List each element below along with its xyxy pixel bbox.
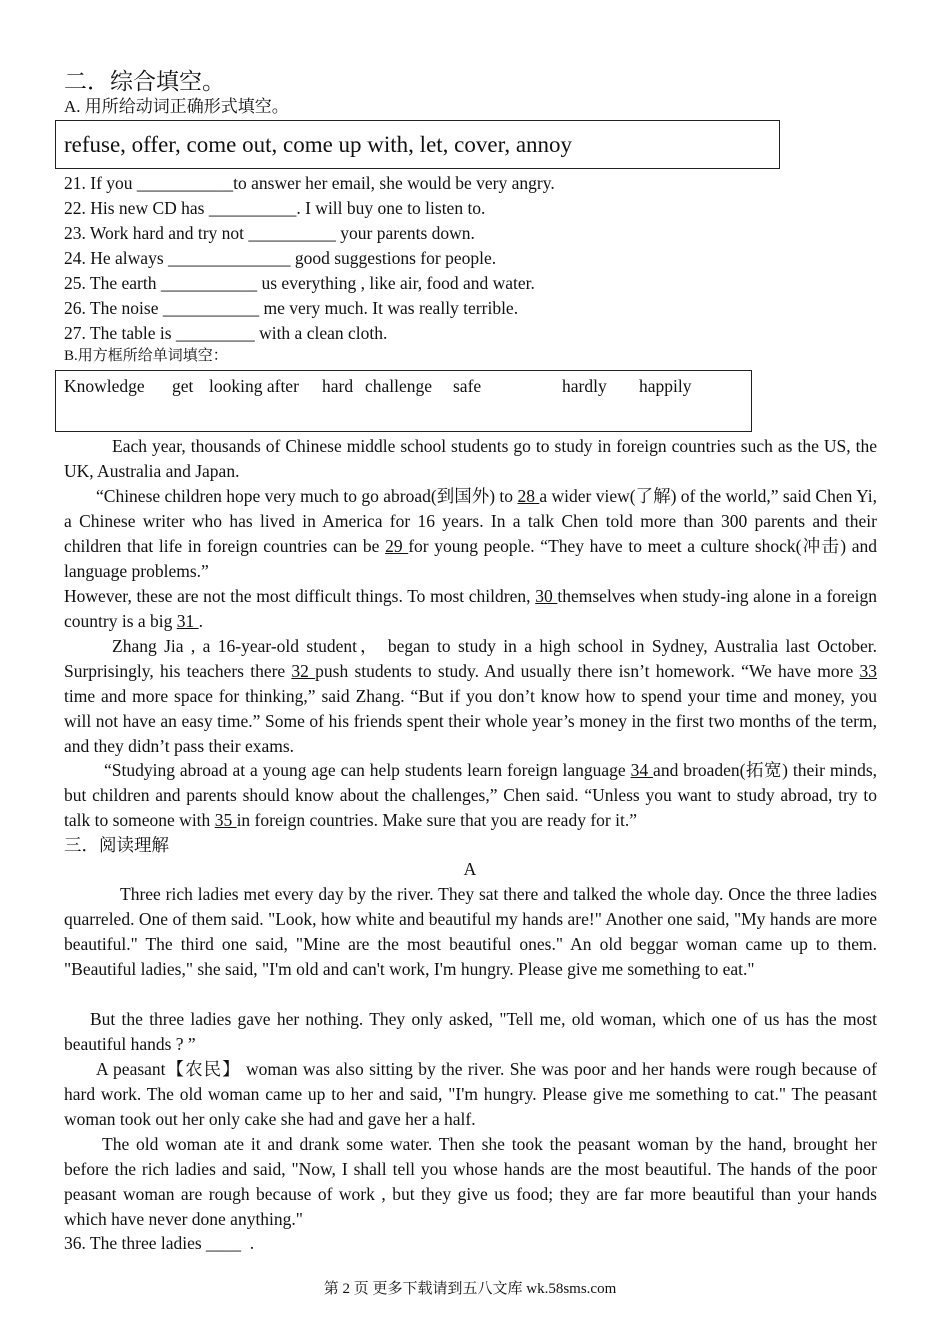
blank-33: 33 <box>859 661 877 681</box>
blank-32: 32 <box>291 661 316 681</box>
verb-box-words: refuse, offer, come out, come up with, let, cover, annoy <box>64 132 573 157</box>
passage-b-paragraph-1: Each year, thousands of Chinese middle school students go to study in foreign countries such as the US, the UK, Australia and Japan. <box>64 436 877 481</box>
blank-29: 29 <box>385 536 409 556</box>
blank-34: 34 <box>630 760 654 780</box>
question-21: 21. If you ___________to answer her email, she would be very angry. <box>64 173 555 193</box>
passage-b-paragraph-5: “Studying abroad at a young age can help students learn foreign language 34 and broaden(拓宽) their minds, but children and parents should know about the challenges,” Chen said. “Unless you want to study abroad, try to talk to someone with 35 in foreign countries. Make sure that you are ready for it.” <box>64 760 878 830</box>
blank-28: 28 <box>517 486 540 506</box>
word-knowledge: Knowledge <box>64 376 145 396</box>
word-get: get <box>172 376 194 396</box>
question-26: 26. The noise ___________ me very much. It was really terrible. <box>64 298 519 318</box>
reading-paragraph-1: Three rich ladies met every day by the river. They sat there and talked the whole day. Once the three ladies quarreled. One of them said. "Look, how white and beautiful my hands are!" Another one said, "My hands are more beautiful." The third one said, "Mine are the most beautiful ones." An old beggar woman came up to them. "Beautiful ladies," she said, "I'm old and can't work, I'm hungry. Please give me something to eat." <box>64 884 877 979</box>
question-24: 24. He always ______________ good suggestions for people. <box>64 248 497 268</box>
blank-30: 30 <box>535 586 558 606</box>
reading-paragraph-3: A peasant【农民】 woman was also sitting by the river. She was poor and her hands were rough because of hard work. The old woman came up to her and said, "I'm hungry. Please give me something to cat." The peasant woman took out her only cake she had and gave her a half. <box>64 1059 877 1129</box>
question-22: 22. His new CD has __________. I will buy one to listen to. <box>64 198 486 218</box>
blank-35: 35 <box>214 810 237 830</box>
passage-b-paragraph-2: “Chinese children hope very much to go abroad(到国外) to 28 a wider view(了解) of the world,” said Chen Yi, a Chinese writer who has lived in America for 16 years. In a talk Chen told more than 300 parents and their children that life in foreign countries can be 29 for young people. “They have to meet a culture shock(冲击) and language problems.” <box>64 486 878 581</box>
question-27: 27. The table is _________ with a clean cloth. <box>64 323 388 343</box>
passage-b-paragraph-3: However, these are not the most difficult things. To most children, 30 themselves when study-ing alone in a foreign country is a big 31 . <box>64 586 878 631</box>
section-3-title: 三．阅读理解 <box>64 835 169 855</box>
reading-paragraph-4: The old woman ate it and drank some water. Then she took the peasant woman by the hand, brought her before the rich ladies and said, "Now, I shall tell you whose hands are the most beautiful. The hands of the poor peasant woman are rough because of work , but they give us food; they are far more beautiful than your hands which have never done anything." <box>64 1134 877 1229</box>
word-looking-after: looking after <box>209 376 299 396</box>
page-footer: 第 2 页 更多下载请到五八文库 wk.58sms.com <box>323 1281 617 1297</box>
passage-b-paragraph-4: Zhang Jia , a 16-year-old student， began to study in a high school in Sydney, Australia last October. Surprisingly, his teachers there 32 push students to study. And usually there isn’t homework. “We have more 33 time and more space for thinking,” said Zhang. “But if you don’t know how to spend your time and money, you will not have an easy time.” Some of his friends spent their whole year’s money in the first two months of the term, and they didn’t pass their exams. <box>64 636 877 756</box>
question-list-a <box>64 171 555 346</box>
word-hardly: hardly <box>562 376 607 396</box>
passage-label-a: A <box>463 859 477 879</box>
section-2-title: 二．综合填空。 <box>64 69 225 94</box>
word-happily: happily <box>639 376 692 396</box>
question-25: 25. The earth ___________ us everything , like air, food and water. <box>64 273 535 293</box>
question-36: 36. The three ladies ____ . <box>64 1233 255 1253</box>
word-safe: safe <box>453 376 482 396</box>
verb-box <box>55 120 780 169</box>
word-challenge: challenge <box>365 376 433 396</box>
blank-31: 31 <box>176 611 199 631</box>
word-hard: hard <box>322 376 354 396</box>
question-23: 23. Work hard and try not __________ your parents down. <box>64 223 475 243</box>
word-box-b <box>55 370 752 432</box>
part-a-instruction: A. 用所给动词正确形式填空。 <box>64 97 289 116</box>
part-b-instruction: B.用方框所给单词填空： <box>64 348 228 364</box>
reading-paragraph-2: But the three ladies gave her nothing. They only asked, "Tell me, old woman, which one of us has the most beautiful hands ? ” <box>64 1009 877 1054</box>
